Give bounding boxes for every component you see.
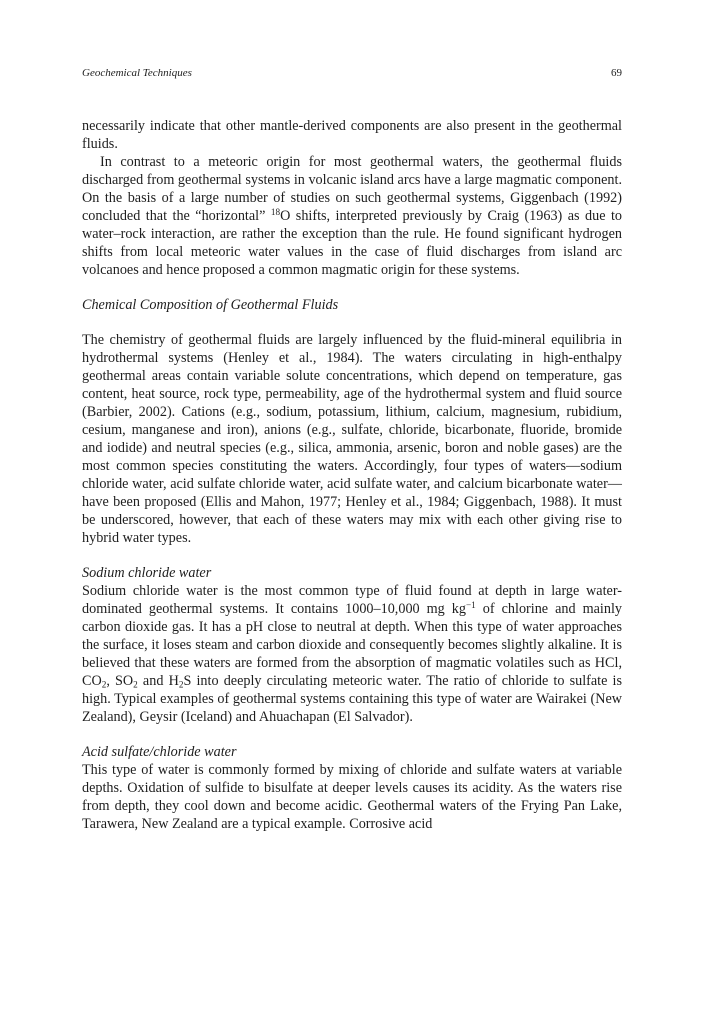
paragraph-magmatic-origin [82,153,622,279]
text-segment: of chlorine and mainly carbon dioxide gas. It has a pH close to neutral at depth. When this type of water approaches the surface, it loses steam and carbon dioxide and consequently becomes slightly alkaline. It is believed that these waters are formed from the absorption of magmatic volatiles such as HCl, CO [82,601,622,689]
body-text [82,117,622,833]
paragraph-chemistry: The chemistry of geothermal fluids are largely influenced by the fluid-mineral equilibria in hydrothermal systems (Henley et al., 1984). The waters circulating in high-enthalpy geothermal areas contain variable solute concentrations, which depend on temperature, gas content, heat source, rock type, permeability, age of the hydrothermal system and fluid source (Barbier, 2002). Cations (e.g., sodium, potassium, lithium, calcium, magnesium, rubidium, cesium, manganese and iron), anions (e.g., sulfate, chloride, bicarbonate, fluoride, bromide and iodide) and neutral species (e.g., silica, ammonia, arsenic, boron and noble gases) are the most common species constituting the waters. Accordingly, four types of waters—sodium chloride water, acid sulfate chloride water, acid sulfate water, and calcium bicarbonate water—have been proposed (Ellis and Mahon, 1977; Henley et al., 1984; Giggenbach, 1988). It must be underscored, however, that each of these waters may mix with each other giving rise to hybrid water types. [82,332,622,546]
text-segment: S into deeply circulating meteoric water. The ratio of chloride to sulfate is high. Typical examples of geothermal systems containing this type of water are Wairakei (New Zealand), Geysir (Iceland) and Ahuachapan (El Salvador). [82,673,623,725]
text-segment: In contrast to a meteoric origin for most geothermal waters, the geothermal fluids discharged from geothermal systems in volcanic island arcs have a large magmatic component. On the basis of a large number of studies on such geothermal systems, Giggenbach (1992) concluded that the “horizontal” [82,154,622,224]
paragraph-sodium-chloride [82,582,622,726]
subscript: 2 [101,679,107,690]
section-heading: Chemical Composition of Geothermal Fluids [82,297,339,313]
text-segment: O shifts, interpreted previously by Craig (1963) as due to water–rock interaction, are rather the exception than the rule. He found significant hydrogen shifts from local meteoric water values in the case of fluid discharges from island arc volcanoes and hence proposed a common magmatic origin for these systems. [82,208,622,278]
paragraph-acid-sulfate: This type of water is commonly formed by mixing of chloride and sulfate waters at variable depths. Oxidation of sulfide to bisulfate at deeper levels causes its acidity. As the waters rise from depth, they cool down and become acidic. Geothermal waters of the Frying Pan Lake, Tarawera, New Zealand are a typical example. Corrosive acid [82,762,622,832]
text-segment: and H [137,673,179,689]
paragraph-continuation: necessarily indicate that other mantle-derived components are also present in the geothermal fluids. [82,118,622,152]
page-number: 69 [611,67,622,79]
isotope-superscript: 18 [270,206,281,217]
text-segment: , SO [106,673,134,689]
subscript: 2 [133,679,138,690]
running-head [82,66,622,80]
text-segment: Sodium chloride water is the most common type of fluid found at depth in large water-dominated geothermal systems. It contains 1000–10,000 mg kg [82,583,622,617]
subsection-heading-acid-sulfate: Acid sulfate/chloride water [82,744,237,760]
unit-superscript: −1 [465,599,476,610]
running-head-title: Geochemical Techniques [82,67,192,79]
subsection-heading-sodium-chloride: Sodium chloride water [82,565,212,581]
subscript: 2 [178,679,184,690]
